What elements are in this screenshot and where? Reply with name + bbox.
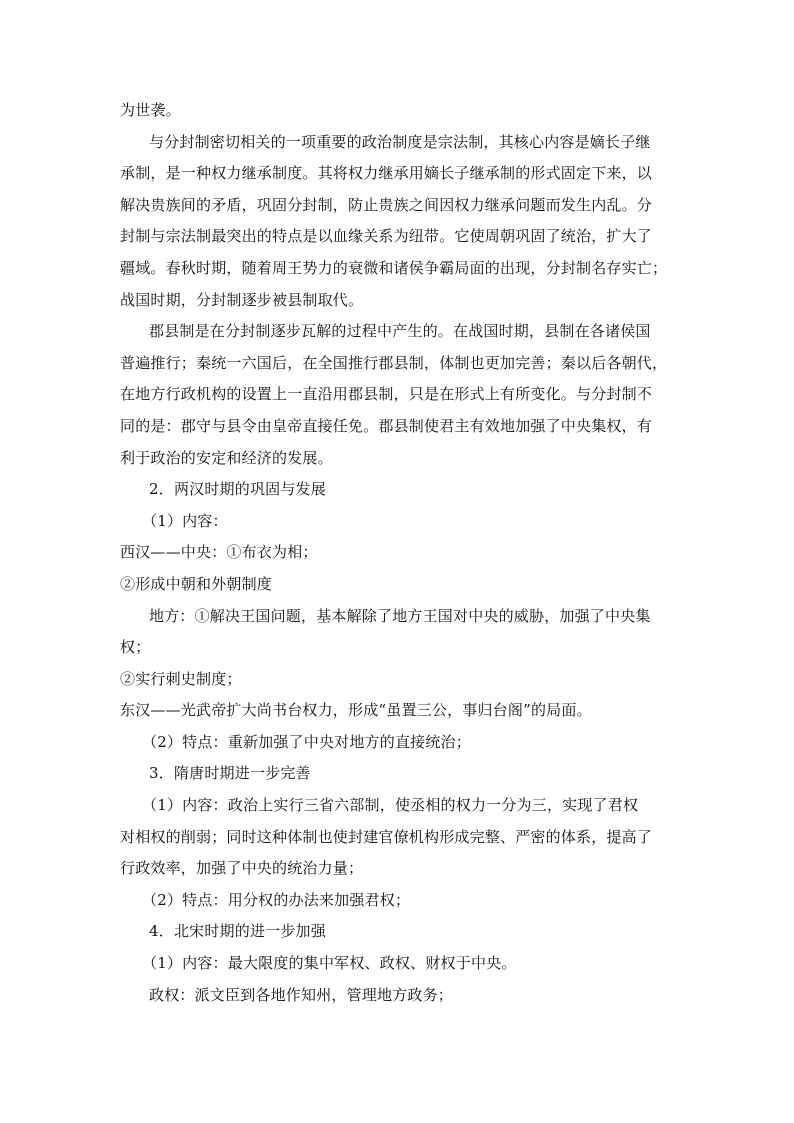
section-heading: 2．两汉时期的巩固与发展 <box>149 480 326 499</box>
text-line: 普遍推行；秦统一六国后，在全国推行郡县制，体制也更加完善；秦以后各朝代， <box>120 353 668 372</box>
text-line: 郡县制是在分封制逐步瓦解的过程中产生的。在战国时期，县制在各诸侯国 <box>149 322 651 341</box>
text-line: 在地方行政机构的设置上一直沿用郡县制，只是在形式上有所变化。与分封制不 <box>120 385 653 404</box>
document-body <box>120 95 680 1011</box>
text-line: 解决贵族间的矛盾，巩固分封制，防止贵族之间因权力继承问题而发生内乱。分 <box>120 195 653 214</box>
text-line: 疆域。春秋时期，随着周王势力的衰微和诸侯争霸局面的出现，分封制名存实亡； <box>120 258 668 277</box>
text-line: 行政效率，加强了中央的统治力量； <box>120 859 364 878</box>
section-heading: 4．北宋时期的进一步加强 <box>149 922 326 941</box>
text-line: 战国时期，分封制逐步被县制取代。 <box>120 290 364 309</box>
text-line: 承制，是一种权力继承制度。其将权力继承用嫡长子继承制的形式固定下来，以 <box>120 164 653 183</box>
text-line: 同的是：郡守与县令由皇帝直接任免。郡县制使君主有效地加强了中央集权，有 <box>120 416 653 435</box>
section-heading: 3．隋唐时期进一步完善 <box>149 764 311 783</box>
text-line: 西汉——中央：①布衣为相； <box>120 543 318 562</box>
text-line: 政权：派文臣到各地作知州，管理地方政务； <box>149 985 454 1004</box>
text-line: ②形成中朝和外朝制度 <box>120 574 273 593</box>
text-line: （1）内容：政治上实行三省六部制，使丞相的权力一分为三，实现了君权 <box>142 796 639 815</box>
text-line: 为世袭。 <box>120 101 181 119</box>
text-line: ②实行刺史制度； <box>120 669 242 688</box>
text-line: 对相权的削弱；同时这种体制也使封建官僚机构形成完整、严密的体系，提高了 <box>120 827 653 846</box>
text-line: 利于政治的安定和经济的发展。 <box>120 448 333 467</box>
subsection-label: （2）特点：用分权的办法来加强君权； <box>142 890 411 909</box>
text-line: 与分封制密切相关的一项重要的政治制度是宗法制，其核心内容是嫡长子继 <box>149 132 651 151</box>
subsection-label: （2）特点：重新加强了中央对地方的直接统治； <box>142 732 471 751</box>
text-line: 地方：①解决王国问题，基本解除了地方王国对中央的威胁，加强了中央集 <box>149 606 651 625</box>
text-line: （1）内容：最大限度的集中军权、政权、财权于中央。 <box>142 954 517 973</box>
subsection-label: （1）内容： <box>142 511 228 530</box>
text-line: 权； <box>120 638 151 657</box>
text-line: 东汉——光武帝扩大尚书台权力，形成“虽置三公，事归台阁”的局面。 <box>120 701 592 720</box>
text-line: 封制与宗法制最突出的特点是以血缘关系为纽带。它使周朝巩固了统治，扩大了 <box>120 227 653 246</box>
